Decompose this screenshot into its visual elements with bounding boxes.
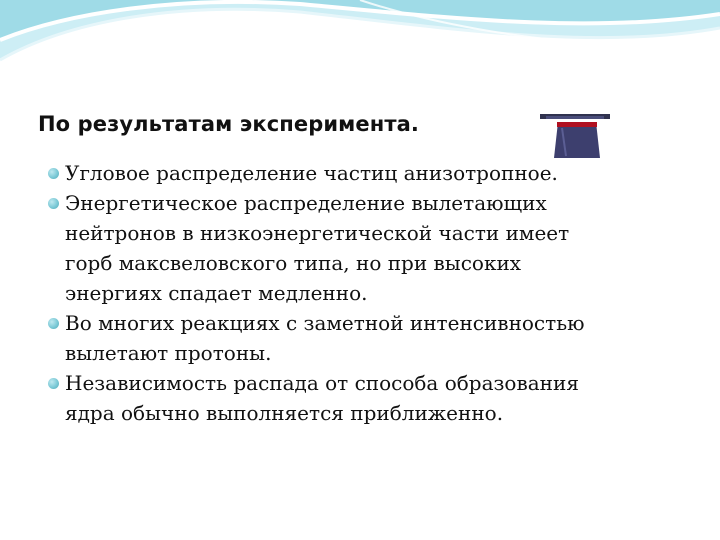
bullet-item bbox=[48, 158, 688, 188]
bullet-line: горб максвеловского типа, но при высоких bbox=[65, 251, 522, 275]
bullet-line: вылетают протоны. bbox=[65, 341, 272, 365]
bullet-line: Во многих реакциях с заметной интенсивностью bbox=[65, 311, 585, 335]
bullet-icon bbox=[48, 378, 59, 389]
top-hat-icon bbox=[540, 108, 610, 160]
bullet-line: энергиях спадает медленно. bbox=[65, 281, 368, 305]
bullet-line: ядра обычно выполняется приближенно. bbox=[65, 401, 504, 425]
bullet-item bbox=[48, 188, 688, 308]
bullet-icon bbox=[48, 318, 59, 329]
bullet-item bbox=[48, 308, 688, 368]
bullet-line: Угловое распределение частиц анизотропное. bbox=[65, 161, 558, 185]
bullet-list bbox=[48, 158, 688, 428]
bullet-line: Энергетическое распределение вылетающих bbox=[65, 191, 547, 215]
bullet-item bbox=[48, 368, 688, 428]
bullet-line: Независимость распада от способа образования bbox=[65, 371, 579, 395]
bullet-icon bbox=[48, 168, 59, 179]
slide-title: По результатам эксперимента. bbox=[38, 112, 419, 136]
bullet-line: нейтронов в низкоэнергетической части имеет bbox=[65, 221, 570, 245]
bullet-icon bbox=[48, 198, 59, 209]
wave-header-decoration bbox=[0, 0, 720, 110]
